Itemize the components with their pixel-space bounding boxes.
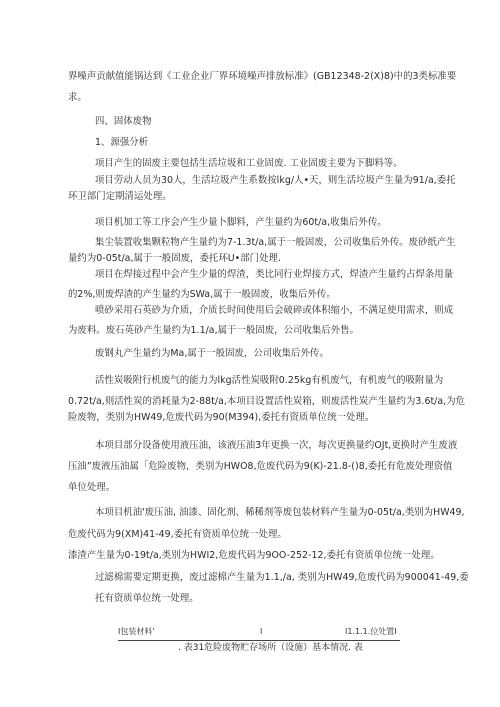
paragraph-line: 项目劳动人员为30人，生活垃圾产生系数按lkg/人•天，则生活垃圾产生量为91/a,委托	[95, 175, 456, 186]
paragraph-line: 托有资质单位统一处理。	[95, 593, 199, 604]
table-cell: I1.1.1.位处置I	[345, 627, 397, 636]
paragraph-line: 项目产生的固废主要包括生活垃圾和工业固废. 工业固废主要为下脚料等。	[95, 158, 403, 169]
paragraph-line: 项目机加工等工序会产生少量卜脚料，产生量约为60t/a,收集后外传。	[95, 217, 387, 228]
paragraph-line: 险废物，类别为HW49,危废代码为90(M394),委托有资质单位统一处理。	[68, 412, 375, 423]
paragraph-line: 单位处理。	[68, 482, 116, 493]
paragraph-line: 危废代码为9(XM)41-49,委托有资质单位统一处理。	[68, 529, 287, 540]
section-heading: 四、固体废物	[95, 116, 152, 127]
paragraph-line: 过滤棉需要定期更换，废过滤棉产生量为1.1,/a, 类别为HW49,危废代码为900041-49,委	[95, 572, 469, 583]
paragraph-line: 环卫部门定期清运处理。	[68, 191, 172, 202]
table-cell: I包装材料'	[118, 627, 155, 636]
paragraph-line: 的2%,则废焊渣的产生量约为SWa,属于一般固废，收集后外传。	[68, 289, 336, 300]
paragraph-line: 集尘装置收集颗粒物产生量约为7-1.3t/a,属于一般固废，公司收集后外传。废砂纸产生	[95, 237, 456, 248]
paragraph-line: 本项目部分设备使用液压油，该液压油3年更换一次，每次更换量约OJt,更换时产生废液	[95, 440, 458, 451]
paragraph-line: 项目在焊接过程中会产生少量的焊渣，类比同行业焊接方式，焊渣产生量约占焊条用量	[95, 269, 454, 280]
paragraph-line: 量约为0-05t/a,属于一般固废，委托环U•部门处理.	[68, 253, 281, 264]
table-cell: I	[260, 627, 263, 636]
subsection-heading: 1、源强分析	[95, 137, 149, 148]
paragraph-line: 本项目机油'废压油, 油漆、固化剂、稀稀剂等废包装材料产生量为0-05t/a,类别为HW49,	[95, 507, 465, 518]
paragraph-line: 0.72t/a,则活性炭的消耗量为2-88t/a,本项目设置活性炭箱，则废活性炭产生量约为3.6t/a,为危	[68, 396, 466, 407]
paragraph-line: 为废料。废石英砂产生量约为1.1/a,属于一般固废，公司收集后外售。	[68, 325, 359, 336]
paragraph-line: 喷砂采用石英砂为介质，介质长时间使用后会破碎或体积缩小，不满足使用需求，则成	[95, 305, 454, 316]
paragraph-line: 求。	[68, 92, 87, 103]
paragraph-line: 漆渣产生量为0-19t/a,类别为HWI2,危废代码为9OO-252-12,委托有资质单位统一处理。	[68, 550, 440, 561]
paragraph-line: 压油”废液压油属「危险废物，类别为HWO8,危废代码为9(K)-21.8-()8,委托有危废处理资值	[68, 461, 453, 472]
paragraph-line: 界噪声贡献值能锅达到《工业企业厂界环境噪声排放标准》(GB12348-2(X)8)中的3类标准要	[68, 71, 457, 82]
paragraph-line: 废钢丸产生量约为Ma,属于一般固废，公司收集后外传。	[95, 348, 329, 359]
table-caption: . 表31危险废物贮存场所（设施）基本情况. 表	[178, 643, 363, 653]
table-divider	[118, 640, 400, 641]
table-row	[118, 628, 400, 639]
paragraph-line: 活性炭吸附行机废气的能力为lkg活性炭吸附0.25kg有机废气，有机废气的吸附量为	[95, 375, 444, 386]
